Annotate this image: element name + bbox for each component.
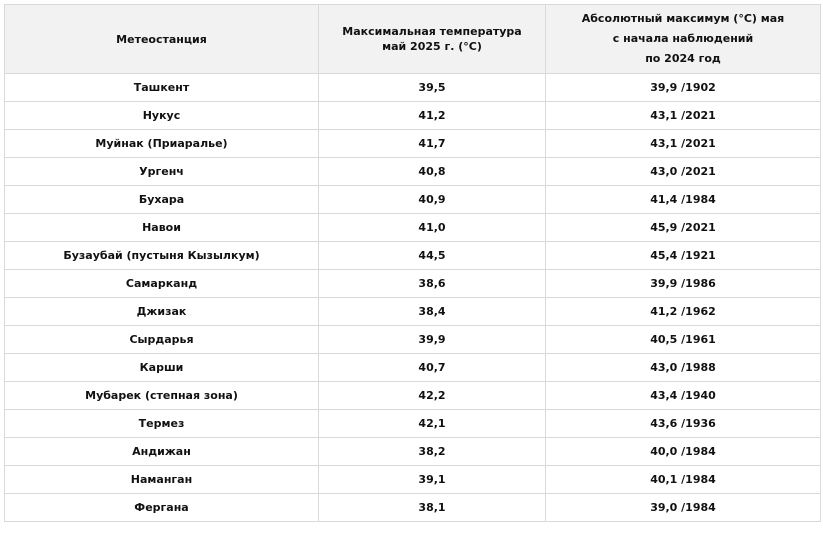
header-abs-line-1: Абсолютный максимум (°C) мая [581,12,785,25]
cell-abs-max: 43,6 /1936 [546,410,821,438]
table-row [5,410,821,438]
header-max-line-2: май 2025 г. (°C) [382,40,482,53]
table-header [5,5,821,74]
cell-abs-max: 43,1 /2021 [546,130,821,158]
table-row [5,130,821,158]
table-row [5,466,821,494]
cell-max-temp: 38,2 [319,438,546,466]
table-row [5,382,821,410]
cell-abs-max: 39,9 /1986 [546,270,821,298]
cell-max-temp: 39,5 [319,74,546,102]
temperature-table [4,4,821,522]
cell-max-temp: 42,1 [319,410,546,438]
cell-abs-max: 43,0 /2021 [546,158,821,186]
cell-max-temp: 41,0 [319,214,546,242]
table-row [5,102,821,130]
cell-abs-max: 45,4 /1921 [546,242,821,270]
cell-station: Андижан [5,438,319,466]
header-abs-max [546,5,821,74]
table-row [5,74,821,102]
header-abs-line-2: с начала наблюдений [612,32,754,45]
cell-max-temp: 39,9 [319,326,546,354]
table-container [4,4,821,522]
cell-station: Мубарек (степная зона) [5,382,319,410]
cell-abs-max: 40,1 /1984 [546,466,821,494]
cell-max-temp: 42,2 [319,382,546,410]
table-row [5,494,821,522]
table-row [5,242,821,270]
cell-station: Нукус [5,102,319,130]
header-max-line-1: Максимальная температура [342,25,522,38]
cell-max-temp: 44,5 [319,242,546,270]
cell-max-temp: 38,4 [319,298,546,326]
cell-station: Фергана [5,494,319,522]
table-row [5,270,821,298]
cell-max-temp: 41,7 [319,130,546,158]
cell-station: Карши [5,354,319,382]
cell-station: Джизак [5,298,319,326]
cell-abs-max: 43,0 /1988 [546,354,821,382]
cell-abs-max: 43,4 /1940 [546,382,821,410]
cell-abs-max: 39,9 /1902 [546,74,821,102]
cell-max-temp: 39,1 [319,466,546,494]
table-row [5,354,821,382]
table-body [5,74,821,522]
cell-station: Самарканд [5,270,319,298]
cell-station: Бузаубай (пустыня Кызылкум) [5,242,319,270]
cell-max-temp: 38,1 [319,494,546,522]
cell-station: Бухара [5,186,319,214]
cell-max-temp: 40,7 [319,354,546,382]
cell-abs-max: 45,9 /2021 [546,214,821,242]
cell-max-temp: 41,2 [319,102,546,130]
cell-abs-max: 39,0 /1984 [546,494,821,522]
cell-max-temp: 38,6 [319,270,546,298]
cell-abs-max: 43,1 /2021 [546,102,821,130]
cell-station: Наманган [5,466,319,494]
header-station-label: Метеостанция [116,32,207,46]
table-row [5,214,821,242]
cell-station: Ташкент [5,74,319,102]
cell-max-temp: 40,8 [319,158,546,186]
table-row [5,186,821,214]
cell-abs-max: 40,0 /1984 [546,438,821,466]
header-abs-line-3: по 2024 год [645,52,721,65]
cell-abs-max: 41,2 /1962 [546,298,821,326]
cell-station: Ургенч [5,158,319,186]
table-row [5,326,821,354]
cell-station: Навои [5,214,319,242]
cell-abs-max: 41,4 /1984 [546,186,821,214]
cell-station: Сырдарья [5,326,319,354]
table-row [5,298,821,326]
header-max-may-2025 [319,5,546,74]
cell-station: Муйнак (Приаралье) [5,130,319,158]
cell-max-temp: 40,9 [319,186,546,214]
table-row [5,158,821,186]
header-row [5,5,821,74]
cell-station: Термез [5,410,319,438]
cell-abs-max: 40,5 /1961 [546,326,821,354]
header-station [5,5,319,74]
table-row [5,438,821,466]
